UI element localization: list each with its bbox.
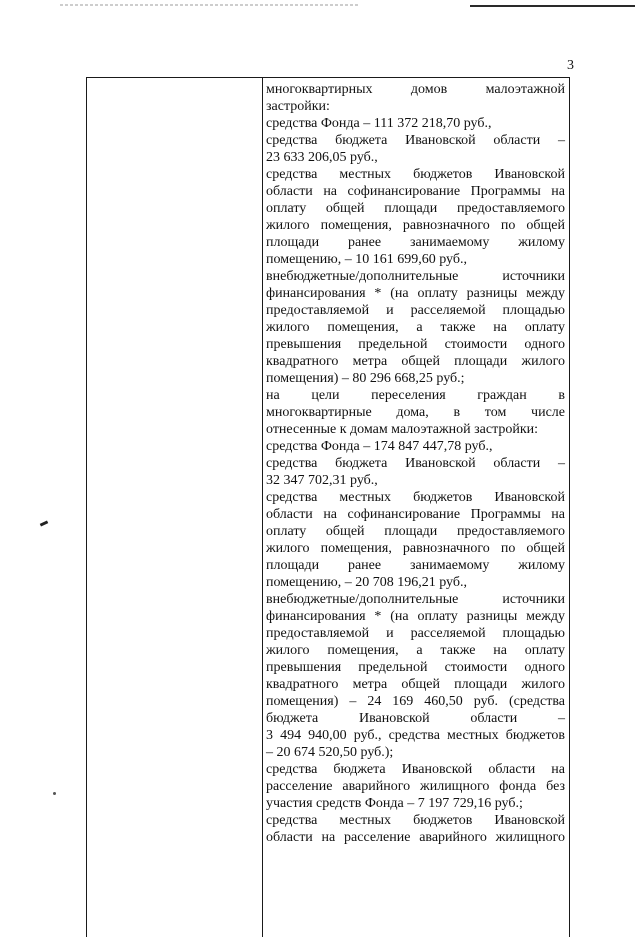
text-line: жилого помещения, а также на оплату bbox=[266, 320, 565, 335]
text-line: средства местных бюджетов Ивановской bbox=[266, 167, 565, 182]
text-line: средства Фонда – 174 847 447,78 руб., bbox=[266, 439, 493, 454]
text-line: средства местных бюджетов Ивановской bbox=[266, 813, 565, 828]
text-line: помещения) – 80 296 668,25 руб.; bbox=[266, 371, 465, 386]
text-line: многоквартирные дома, в том числе bbox=[266, 405, 565, 420]
text-line: жилого помещения, равнозначного по общей bbox=[266, 541, 565, 556]
text-line: отнесенные к домам малоэтажной застройки: bbox=[266, 422, 539, 437]
text-line: помещению, – 20 708 196,21 руб., bbox=[266, 575, 467, 590]
text-line: жилого помещения, равнозначного по общей bbox=[266, 218, 565, 233]
text-line: области на софинансирование Программы на bbox=[266, 507, 565, 522]
text-line: средства Фонда – 111 372 218,70 руб., bbox=[266, 116, 492, 131]
text-line: средства бюджета Ивановской области – bbox=[266, 456, 565, 471]
column-divider bbox=[262, 78, 263, 937]
scan-artifact-top-right bbox=[470, 5, 635, 7]
text-line: площади ранее занимаемому жилому bbox=[266, 235, 565, 250]
margin-pen-mark bbox=[40, 520, 49, 526]
text-line: средства бюджета Ивановской области на bbox=[266, 762, 565, 777]
text-line: помещению, – 10 161 699,60 руб., bbox=[266, 252, 467, 267]
text-line: квадратного метра общей площади жилого bbox=[266, 354, 565, 369]
text-line: 3 494 940,00 руб., средства местных бюджетов bbox=[266, 728, 565, 743]
text-line: оплату общей площади предоставляемого bbox=[266, 524, 565, 539]
text-line: внебюджетные/дополнительные источники bbox=[266, 269, 565, 284]
text-line: бюджета Ивановской области – bbox=[266, 711, 565, 726]
text-line: области на расселение аварийного жилищного bbox=[266, 830, 565, 845]
document-table bbox=[86, 77, 570, 937]
text-line: предоставляемой и расселяемой площадью bbox=[266, 303, 565, 318]
text-line: области на софинансирование Программы на bbox=[266, 184, 565, 199]
text-line: жилого помещения, а также на оплату bbox=[266, 643, 565, 658]
margin-dot-mark bbox=[53, 792, 56, 795]
text-line: квадратного метра общей площади жилого bbox=[266, 677, 565, 692]
text-line: оплату общей площади предоставляемого bbox=[266, 201, 565, 216]
text-line: внебюджетные/дополнительные источники bbox=[266, 592, 565, 607]
text-line: застройки: bbox=[266, 99, 330, 114]
page-number: 3 bbox=[567, 58, 574, 73]
text-line: площади ранее занимаемому жилому bbox=[266, 558, 565, 573]
text-line: на цели переселения граждан в bbox=[266, 388, 565, 403]
text-line: предоставляемой и расселяемой площадью bbox=[266, 626, 565, 641]
text-line: – 20 674 520,50 руб.); bbox=[266, 745, 394, 760]
text-line: помещения) – 24 169 460,50 руб. (средства bbox=[266, 694, 565, 709]
text-line: финансирования * (на оплату разницы между bbox=[266, 286, 565, 301]
text-line: 23 633 206,05 руб., bbox=[266, 150, 378, 165]
scan-artifact-top-left bbox=[60, 4, 360, 6]
text-line: расселение аварийного жилищного фонда без bbox=[266, 779, 565, 794]
text-line: средства бюджета Ивановской области – bbox=[266, 133, 565, 148]
table-right-cell bbox=[266, 81, 565, 846]
text-line: превышения предельной стоимости одного bbox=[266, 337, 565, 352]
text-line: 32 347 702,31 руб., bbox=[266, 473, 378, 488]
text-line: многоквартирных домов малоэтажной bbox=[266, 82, 565, 97]
text-line: превышения предельной стоимости одного bbox=[266, 660, 565, 675]
text-line: участия средств Фонда – 7 197 729,16 руб.; bbox=[266, 796, 523, 811]
text-line: финансирования * (на оплату разницы между bbox=[266, 609, 565, 624]
text-line: средства местных бюджетов Ивановской bbox=[266, 490, 565, 505]
